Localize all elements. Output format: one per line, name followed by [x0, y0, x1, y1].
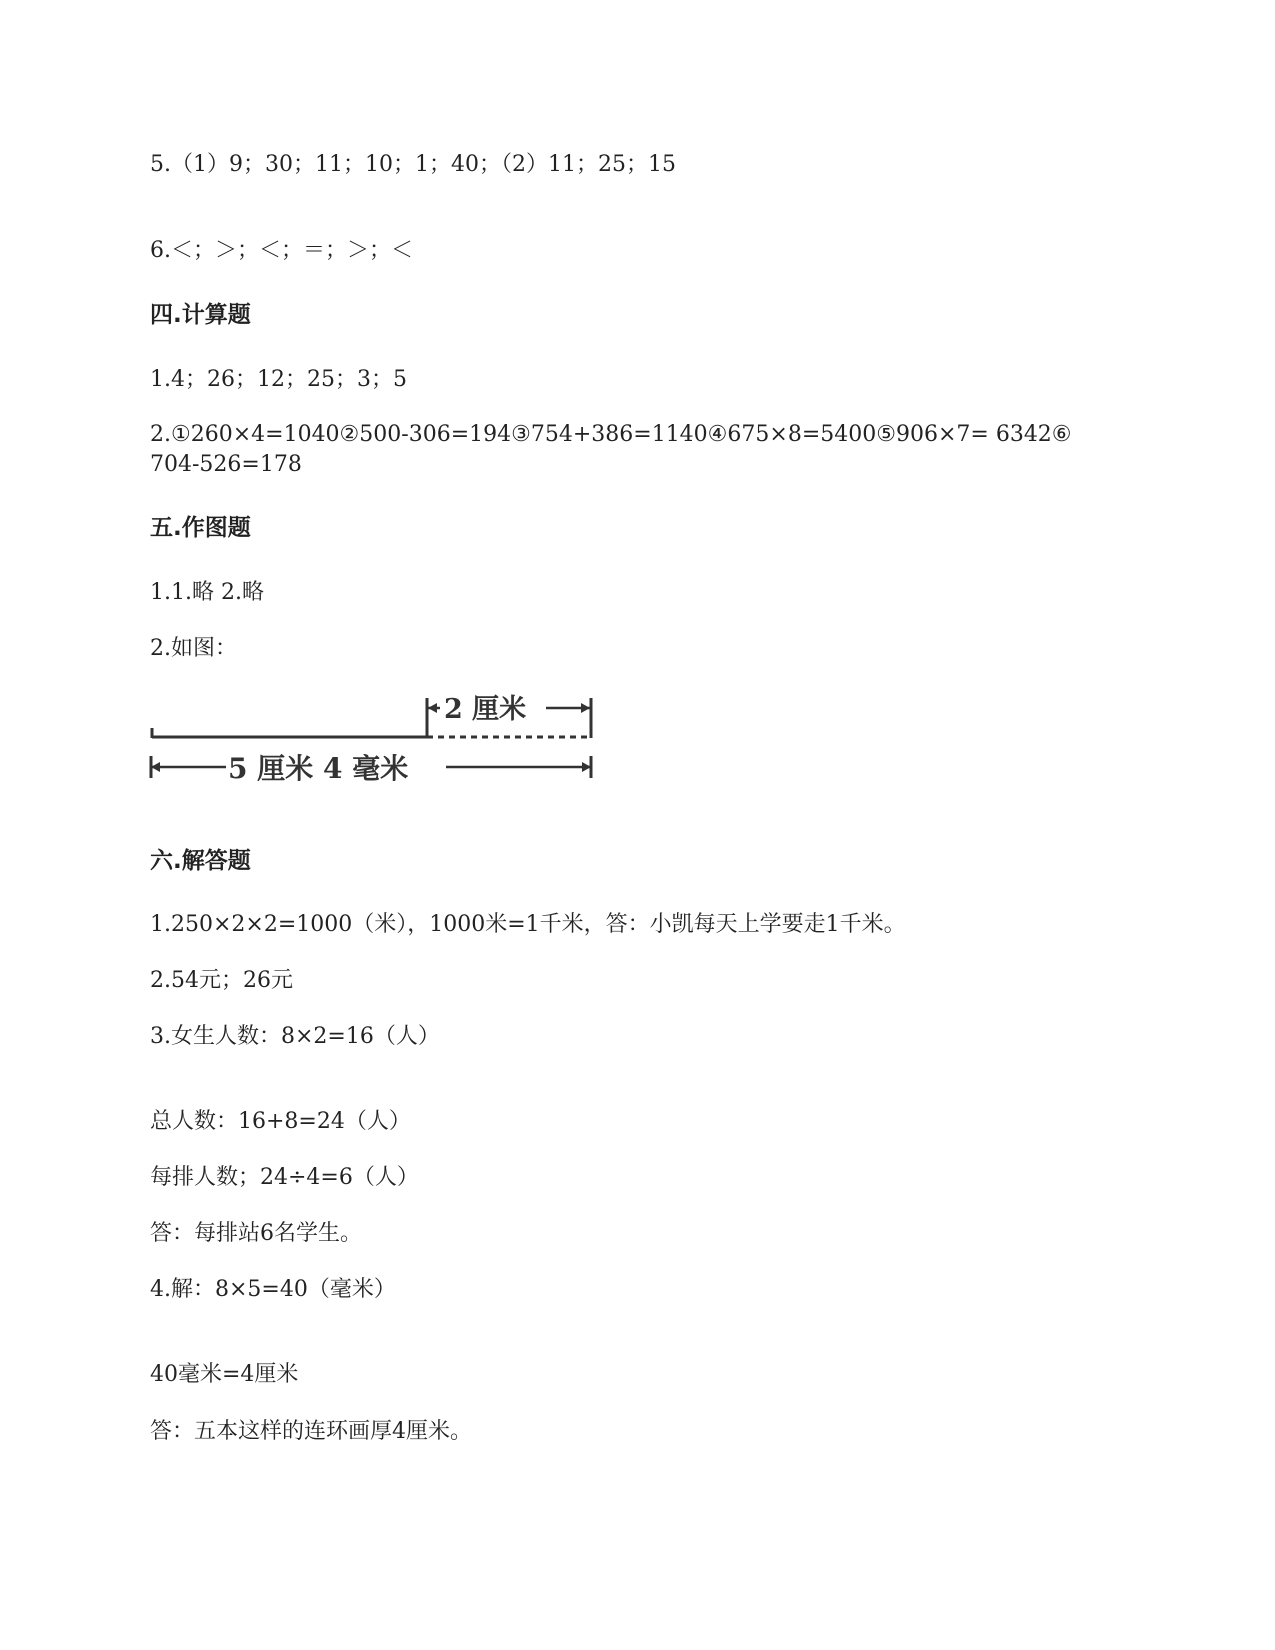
word-answer-4-line-1: 4.解：8×5=40（毫米）	[150, 1277, 396, 1302]
calc-answer-2: 2.①260×4=1040②500-306=194③754+386=1140④675×8=5400⑤906×7= 6342⑥704-526=178	[150, 422, 1072, 477]
word-answer-4-line-3: 答：五本这样的连环画厚4厘米。	[150, 1419, 472, 1444]
bottom-label: 5 厘米 4 毫米	[228, 752, 409, 785]
word-answer-3-line-1: 3.女生人数：8×2=16（人）	[150, 1024, 440, 1049]
top-label: 2 厘米	[444, 694, 527, 725]
top-arrow-left-head	[428, 703, 437, 713]
answer-q5: 5.（1）9；30；11；10；1；40；（2）11；25；15	[150, 152, 676, 177]
word-answer-3-line-4: 答：每排站6名学生。	[150, 1221, 362, 1246]
top-arrow-right-head	[581, 703, 590, 713]
calc-answer-1: 1.4；26；12；25；3；5	[150, 367, 407, 392]
answer-q6: 6.＜；＞；＜；＝；＞；＜	[150, 238, 413, 263]
word-answer-1: 1.250×2×2=1000（米），1000米=1千米，答：小凯每天上学要走1千米。	[150, 912, 906, 937]
measurement-diagram	[148, 688, 608, 796]
word-answer-2: 2.54元；26元	[150, 968, 293, 993]
word-answer-3-line-3: 每排人数；24÷4=6（人）	[150, 1165, 419, 1190]
drawing-answer-1: 1.1.略 2.略	[150, 580, 264, 605]
drawing-answer-2: 2.如图：	[150, 636, 237, 661]
word-answer-3-line-2: 总人数：16+8=24（人）	[150, 1109, 411, 1134]
word-answer-4-line-2: 40毫米=4厘米	[150, 1362, 299, 1387]
section-heading-calculation: 四.计算题	[150, 302, 251, 328]
section-heading-drawing: 五.作图题	[150, 515, 251, 541]
section-heading-word-problems: 六.解答题	[150, 848, 251, 874]
